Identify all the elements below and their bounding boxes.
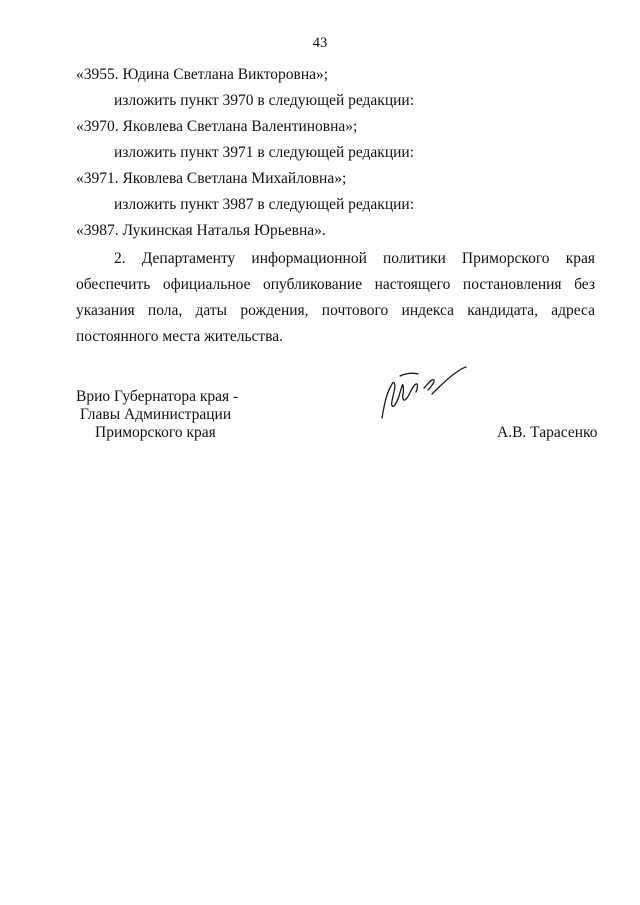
paragraph-line: постоянного места жительства. (76, 328, 284, 345)
list-item: изложить пункт 3970 в следующей редакции: (114, 92, 415, 109)
paragraph-line: 2. Департаменту информационной политики Приморского края (114, 250, 595, 267)
signatory-title: Приморского края (95, 424, 216, 441)
page-number: 43 (312, 35, 328, 51)
signatory-title: Главы Администрации (80, 406, 232, 423)
handwritten-signature (372, 366, 472, 428)
signatory-title: Врио Губернатора края - (76, 388, 239, 405)
list-item: изложить пункт 3987 в следующей редакции: (114, 196, 415, 213)
paragraph-line: указания пола, даты рождения, почтового индекса кандидата, адреса (76, 302, 595, 319)
paragraph-line: обеспечить официальное опубликование настоящего постановления без (76, 276, 595, 293)
list-item: «3987. Лукинская Наталья Юрьевна». (76, 222, 326, 239)
list-item: «3955. Юдина Светлана Викторовна»; (76, 66, 329, 83)
signatory-name: А.В. Тарасенко (497, 424, 598, 441)
list-item: изложить пункт 3971 в следующей редакции: (114, 144, 415, 161)
list-item: «3970. Яковлева Светлана Валентиновна»; (76, 118, 358, 135)
list-item: «3971. Яковлева Светлана Михайловна»; (76, 170, 347, 187)
